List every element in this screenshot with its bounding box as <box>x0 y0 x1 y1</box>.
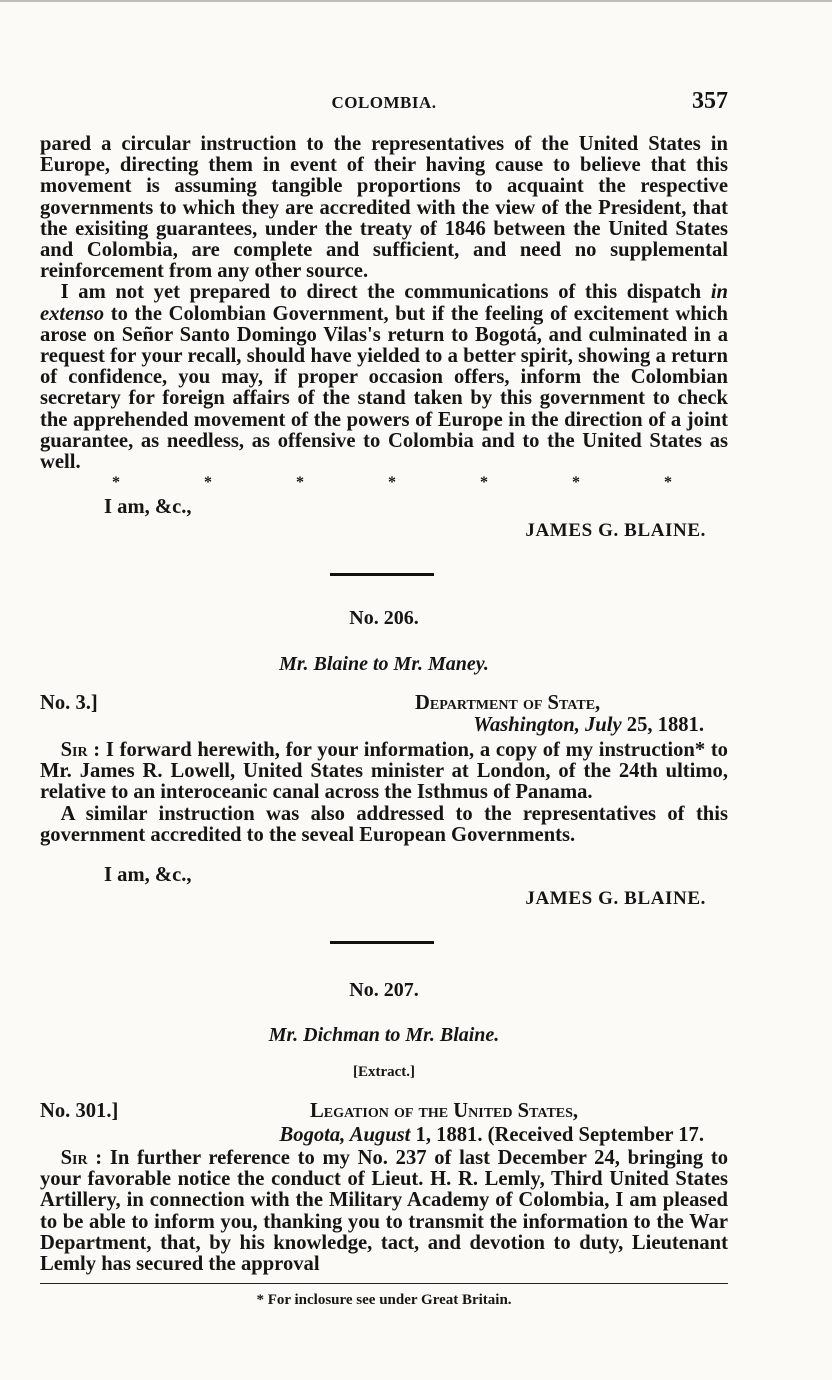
closing-line: I am, &c., <box>104 864 192 886</box>
running-title: COLOMBIA. <box>331 93 437 112</box>
footnote: * For inclosure see under Great Britain. <box>256 1292 512 1308</box>
salutation: Sir : <box>60 739 101 761</box>
section-rule <box>330 941 434 944</box>
star: * <box>296 474 304 491</box>
omission-stars <box>112 474 672 492</box>
paragraph-text: In further reference to my No. 237 of last December 24, bringing to your favorable notice the conduct of Lieut. H. R. Lemly, Third United States Artillery, in connection with the Military Academy of Colombia, I am pleased to be able to inform you, thanking you to transmit the information to the War Department, that, by his knowledge, tact, and devotion to duty, Lieutenant Lemly has secured the approval <box>40 1147 728 1276</box>
sender-date-italic: Washington, July <box>473 714 622 736</box>
sender-date-italic: Bogota, August <box>279 1124 411 1146</box>
section-rule <box>330 573 434 576</box>
continued-letter-text <box>40 134 728 473</box>
signature: JAMES G. BLAINE. <box>525 520 706 541</box>
page-number: 357 <box>692 88 728 114</box>
correspondents-heading: Mr. Blaine to Mr. Maney. <box>279 653 489 675</box>
paragraph <box>40 740 728 804</box>
paragraph <box>40 282 728 473</box>
correspondents-heading: Mr. Dichman to Mr. Blaine. <box>268 1024 500 1046</box>
star: * <box>204 474 212 491</box>
sender-date-rest: 1, 1881. (Received September 17. <box>415 1124 704 1146</box>
reference-number: No. 301.] <box>40 1100 119 1122</box>
paragraph: A similar instruction was also addressed to the representatives of this government accredited to the seveal European Governments. <box>40 802 728 846</box>
paragraph-start: I am not yet prepared to direct the communications of this dispatch <box>60 281 702 304</box>
signature: JAMES G. BLAINE. <box>525 888 706 909</box>
reference-number: No. 3.] <box>40 692 98 714</box>
document-number: No. 206. <box>349 607 419 629</box>
star: * <box>480 474 488 491</box>
footnote-divider <box>40 1283 728 1284</box>
document-number: No. 207. <box>349 979 419 1001</box>
letter-body-207 <box>40 1148 728 1275</box>
page-header <box>40 88 728 118</box>
emphasis-text: in extenso <box>40 281 728 325</box>
paragraph <box>40 1148 728 1275</box>
star: * <box>664 474 672 491</box>
sender-place: Legation of the United States, <box>310 1100 579 1122</box>
salutation: Sir : <box>60 1147 103 1169</box>
letter-body-206 <box>40 740 728 846</box>
sender-date <box>473 714 704 737</box>
star: * <box>572 474 580 491</box>
extract-note: [Extract.] <box>352 1064 416 1080</box>
sender-date-rest: 25, 1881. <box>626 714 704 736</box>
paragraph-text: I forward herewith, for your information, a copy of my instruction* to Mr. James R. Lowell, United States minister at London, of the 24th ultimo, relative to an interoceanic canal across the Isthmus of Panama. <box>40 739 728 804</box>
page-top-edge <box>0 0 832 2</box>
sender-date <box>280 1124 704 1147</box>
closing-line: I am, &c., <box>104 496 192 518</box>
star: * <box>112 474 120 491</box>
sender-place: Department of State, <box>415 692 601 714</box>
paragraph-rest: to the Colombian Government, but if the feeling of excitement which arose on Señor Santo Domingo Vilas's return to Bogotá, and culminated in a request for your recall, should have yielded to a better spirit, showing a return of confidence, you may, if proper occasion offers, inform the Colombian secretary for foreign affairs of the stand taken by this government to check the apprehended movement of the powers of Europe in the direction of a joint guarantee, as needless, as offensive to Colombia and to the United States as well. <box>40 302 728 474</box>
star: * <box>388 474 396 491</box>
paragraph: pared a circular instruction to the representatives of the United States in Europe, directing them in event of their having cause to believe that this movement is assuming tangible proportions to acquaint the respective governments to which they are accredited with the view of the President, that the exisiting guarantees, under the treaty of 1846 between the United States and Colombia, are complete and sufficient, and need no supplemental reinforcement from any other source. <box>40 133 728 283</box>
